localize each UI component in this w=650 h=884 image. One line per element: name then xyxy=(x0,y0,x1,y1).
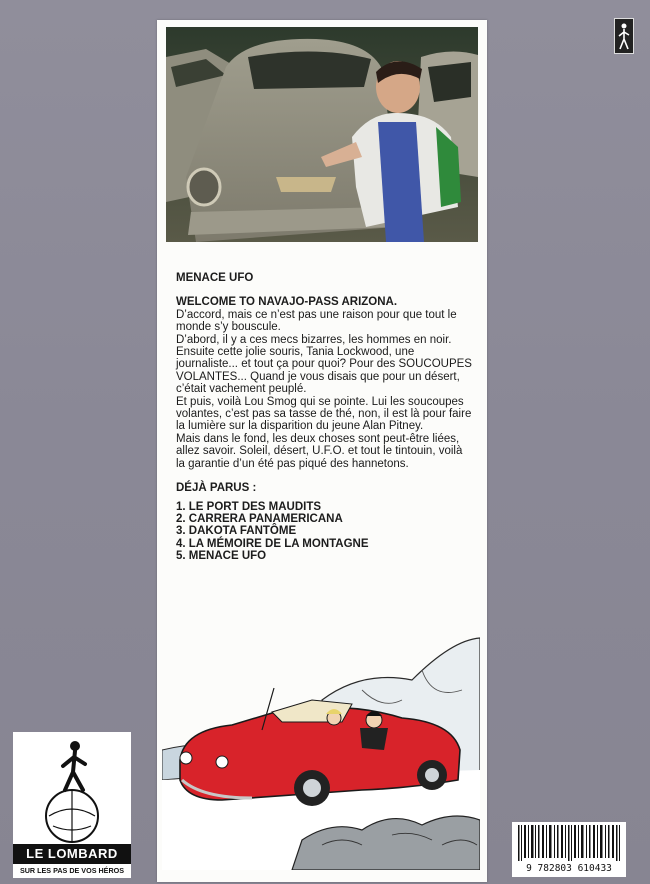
synopsis xyxy=(176,272,472,563)
synopsis-paragraph: D’abord, il y a ces mecs bizarres, les hommes en noir. xyxy=(176,333,452,346)
published-list-item: 1. LE PORT DES MAUDITS xyxy=(176,500,322,513)
published-list-item: 4. LA MÉMOIRE DE LA MONTAGNE xyxy=(176,537,369,550)
isbn-barcode xyxy=(512,822,626,877)
car-illustration xyxy=(162,630,480,870)
publisher-slogan: SUR LES PAS DE VOS HÉROS xyxy=(19,866,125,875)
published-list-item: 3. DAKOTA FANTÔME xyxy=(176,525,297,538)
book-title: MENACE UFO xyxy=(176,272,254,284)
synopsis-paragraph: D’accord, mais ce n’est pas une raison pour que tout le monde s’y bouscule. xyxy=(176,308,457,334)
synopsis-emphasis: SOUCOUPES VOLANTES... xyxy=(176,358,472,383)
synopsis-paragraph: Et puis, voilà Lou Smog qui se pointe. Lui les soucoupes volantes, c’est pas sa tasse de thé, non, il est là pour faire la lumière sur la disparition du jeune Alan Pitney. xyxy=(176,395,472,433)
spine-logo-icon xyxy=(614,18,634,54)
published-list-item: 2. CARRERA PANAMERICANA xyxy=(176,512,343,525)
synopsis-text: Ensuite cette jolie souris, Tania Lockwood, une journaliste... et tout ça pour quoi? Pour des xyxy=(176,346,415,371)
publisher-name: LE LOMBARD xyxy=(13,844,131,864)
publisher-logo xyxy=(13,732,131,878)
synopsis-paragraph xyxy=(176,346,472,396)
synopsis-paragraph: Mais dans le fond, les deux choses sont peut-être liées, allez savoir. Soleil, désert, U.F.O. et tout le tintouin, voilà la garantie d’un été pas piqué des hannetons. xyxy=(176,432,463,470)
published-list-title: DÉJÀ PARUS : xyxy=(176,482,257,495)
synopsis-text: Quand je vous disais que pour un désert, c’était vachement peuplé. xyxy=(176,370,460,396)
tagline: WELCOME TO NAVAJO-PASS ARIZONA. xyxy=(176,296,398,309)
lombard-walker-icon xyxy=(13,732,131,844)
barcode-bars-icon xyxy=(512,822,626,862)
isbn-number: 9 782803 610433 xyxy=(526,863,612,874)
published-list-item: 5. MENACE UFO xyxy=(176,550,267,563)
author-photo xyxy=(166,27,478,242)
